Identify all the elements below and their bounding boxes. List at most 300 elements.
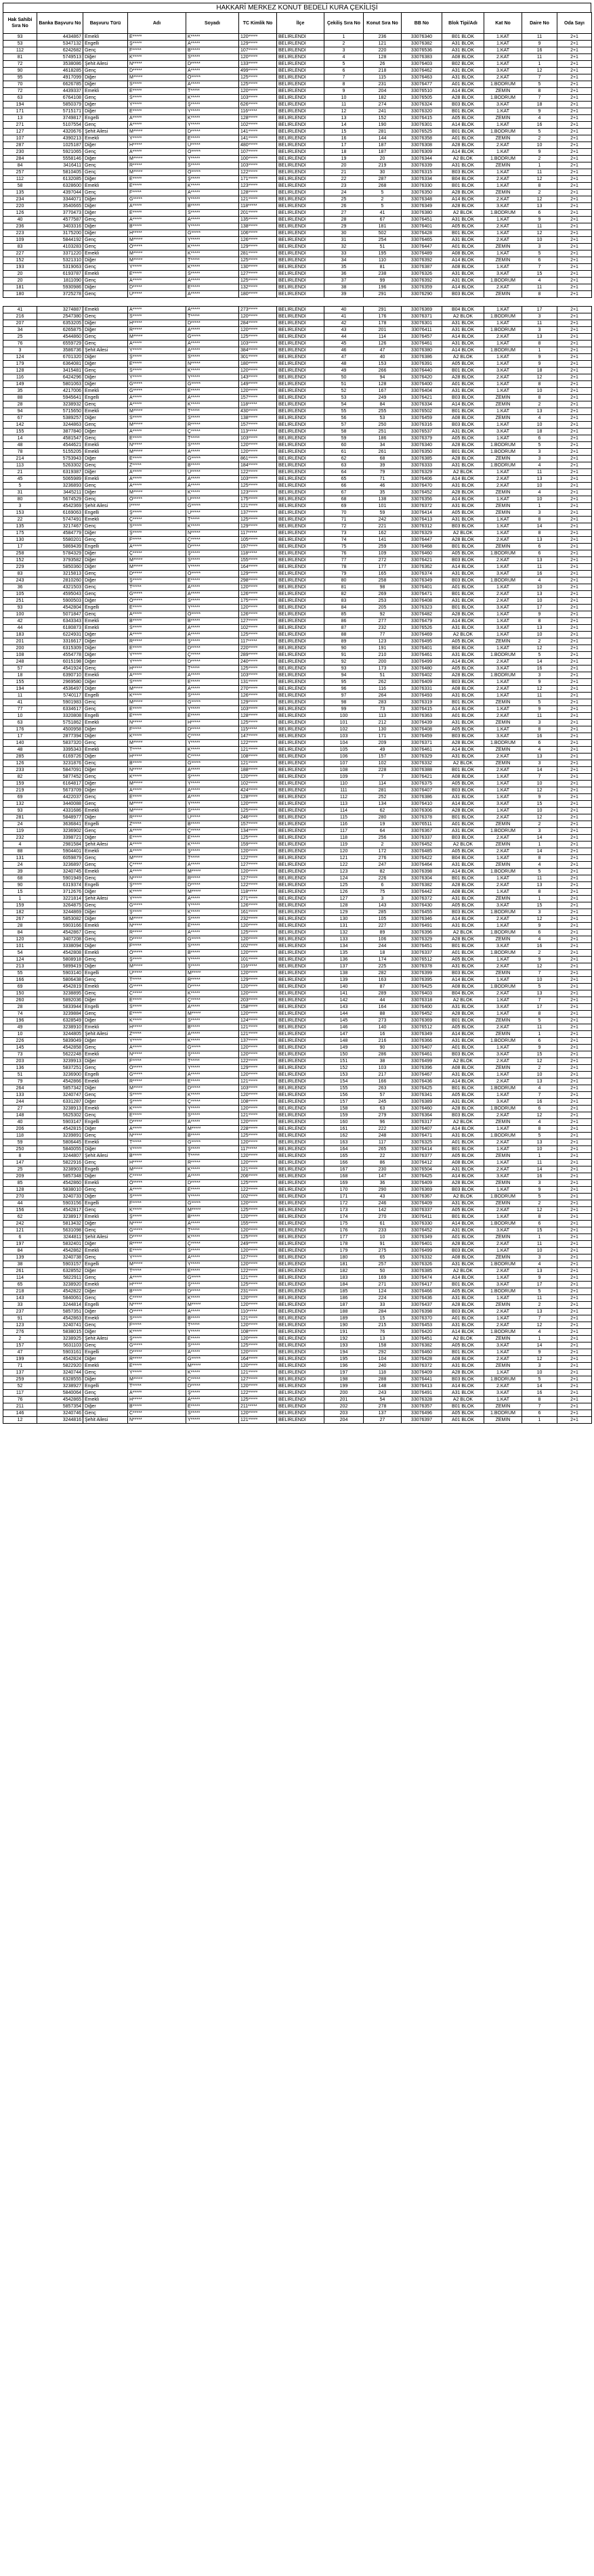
table-cell: BELİRLENDİ <box>277 102 324 108</box>
table-cell: 39 <box>3 869 37 875</box>
table-row <box>3 61 592 68</box>
table-cell: 245 <box>364 1099 402 1106</box>
table-row <box>3 557 592 564</box>
table-cell: A01 BLOK <box>442 1234 484 1241</box>
table-cell: B***** <box>186 1214 239 1221</box>
table-cell: 33076467 <box>402 1072 442 1078</box>
table-row <box>3 835 592 842</box>
table-cell: Genç <box>83 1342 128 1349</box>
table-cell: 157 <box>364 754 402 760</box>
table-cell: K***** <box>186 1166 239 1173</box>
table-cell: 5806445 <box>37 1139 83 1146</box>
table-cell: 5715171 <box>37 108 83 115</box>
table-cell: A14 BLOK <box>442 618 484 625</box>
table-cell: BELİRLENDİ <box>277 787 324 794</box>
table-cell: A31 BLOK <box>442 503 484 510</box>
table-cell: 33076510 <box>402 88 442 95</box>
table-cell: A31 BLOK <box>442 1390 484 1397</box>
table-cell: 120***** <box>239 990 277 997</box>
table-cell: 9 <box>522 361 557 368</box>
table-row <box>3 1065 592 1072</box>
table-cell: BELİRLENDİ <box>277 889 324 896</box>
table-cell: S***** <box>128 679 186 686</box>
table-cell: BELİRLENDİ <box>277 990 324 997</box>
table-cell: 33076471 <box>402 1133 442 1139</box>
table-cell: 4 <box>522 577 557 584</box>
table-cell: 104 <box>324 740 364 747</box>
table-cell: M***** <box>128 740 186 747</box>
table-row <box>3 88 592 95</box>
table-cell: 33076399 <box>402 970 442 977</box>
table-cell: E***** <box>128 1112 186 1119</box>
table-cell: 33076407 <box>402 1126 442 1133</box>
table-cell: 33076395 <box>402 977 442 984</box>
table-cell: Genç <box>83 278 128 284</box>
table-cell: 120***** <box>239 1160 277 1166</box>
table-row <box>3 909 592 916</box>
table-row <box>3 1024 592 1031</box>
table-cell: 292 <box>364 1349 402 1356</box>
table-cell: Y***** <box>186 196 239 203</box>
table-row <box>3 368 592 374</box>
table-cell: ZEMİN <box>484 415 522 422</box>
table-cell: 3175200 <box>37 230 83 237</box>
table-cell: BELİRLENDİ <box>277 162 324 169</box>
table-cell: 126***** <box>239 591 277 598</box>
table-cell: 54 <box>324 401 364 408</box>
table-row <box>3 284 592 291</box>
table-cell: 238 <box>364 271 402 278</box>
table-cell: 248 <box>364 1133 402 1139</box>
table-cell: 159 <box>3 781 37 787</box>
table-cell: 11 <box>522 169 557 176</box>
table-cell: 99 <box>364 278 402 284</box>
table-row <box>3 347 592 354</box>
table-cell: Diğer <box>83 659 128 665</box>
table-cell: 6 <box>522 740 557 747</box>
table-cell: 252 <box>364 794 402 801</box>
table-cell: ZEMİN <box>484 88 522 95</box>
table-cell: 2 <box>522 638 557 645</box>
table-cell: 163 <box>324 1139 364 1146</box>
table-cell: 2 <box>324 41 364 47</box>
table-cell: M***** <box>128 334 186 341</box>
table-cell: A14 BLOK <box>442 334 484 341</box>
table-cell: 259 <box>3 1376 37 1383</box>
table-cell: Emekli <box>83 88 128 95</box>
table-cell: Diğer <box>83 81 128 88</box>
table-cell: 120***** <box>239 1092 277 1099</box>
table-cell: Genç <box>83 1207 128 1214</box>
table-cell: 9 <box>522 149 557 156</box>
table-cell: Diğer <box>83 456 128 462</box>
table-cell: 12 <box>522 68 557 74</box>
table-cell: 5 <box>364 190 402 196</box>
table-cell: 33076425 <box>402 1173 442 1180</box>
table-cell: 61 <box>364 1221 402 1227</box>
table-cell: 2+1 <box>557 909 592 916</box>
table-cell: 1.KAT <box>484 1187 522 1194</box>
table-cell: Y***** <box>186 1065 239 1072</box>
table-cell: M***** <box>186 970 239 977</box>
table-cell: BELİRLENDİ <box>277 1180 324 1187</box>
table-cell: 33076349 <box>402 1234 442 1241</box>
table-cell: BELİRLENDİ <box>277 169 324 176</box>
table-cell: 92 <box>364 611 402 618</box>
table-cell: T***** <box>186 313 239 320</box>
table-cell: 244 <box>364 943 402 950</box>
table-cell: 57 <box>364 1092 402 1099</box>
table-cell: 63 <box>3 95 37 102</box>
table-cell: 4 <box>522 1329 557 1336</box>
table-cell: ZEMİN <box>484 510 522 517</box>
table-cell: 131***** <box>239 679 277 686</box>
table-cell: 2+1 <box>557 943 592 950</box>
table-cell: 171***** <box>239 176 277 183</box>
table-cell: 175***** <box>239 496 277 503</box>
table-cell: 250 <box>3 1146 37 1153</box>
table-row <box>3 122 592 129</box>
table-row <box>3 869 592 875</box>
table-cell: S***** <box>128 1092 186 1099</box>
table-cell: 2+1 <box>557 1288 592 1295</box>
table-cell: 6559729 <box>37 341 83 347</box>
table-cell: 2+1 <box>557 957 592 963</box>
table-cell: 160 <box>324 1119 364 1126</box>
table-cell: BELİRLENDİ <box>277 1221 324 1227</box>
table-cell: 2+1 <box>557 442 592 449</box>
table-cell: 120***** <box>239 1363 277 1370</box>
table-cell: Genç <box>83 334 128 341</box>
table-cell: 141***** <box>239 129 277 135</box>
table-cell: 5347132 <box>37 41 83 47</box>
table-cell: Genç <box>83 190 128 196</box>
table-cell: Ö***** <box>128 244 186 250</box>
table-cell: 175***** <box>239 598 277 605</box>
table-cell: 2+1 <box>557 122 592 129</box>
table-cell: 5840061 <box>37 1295 83 1302</box>
table-cell: 2.KAT <box>484 882 522 889</box>
table-cell: 33076409 <box>402 1180 442 1187</box>
table-cell: 120***** <box>239 1302 277 1309</box>
table-cell: S***** <box>186 598 239 605</box>
table-cell: 120***** <box>239 1072 277 1078</box>
table-cell: 3 <box>522 449 557 456</box>
table-cell: 13 <box>522 476 557 483</box>
table-cell: M***** <box>128 422 186 429</box>
table-cell: 1.KAT <box>484 1160 522 1166</box>
table-cell: Emekli <box>83 449 128 456</box>
table-cell: 3240746 <box>37 1410 83 1417</box>
table-cell: 5801063 <box>37 381 83 388</box>
table-cell: 125***** <box>239 930 277 936</box>
table-cell: 3344071 <box>37 196 83 203</box>
table-cell: 77 <box>3 706 37 713</box>
table-cell: BELİRLENDİ <box>277 801 324 808</box>
table-cell: 33076469 <box>402 632 442 638</box>
table-row <box>3 257 592 264</box>
table-cell: 1.KAT <box>484 108 522 115</box>
table-cell: 2+1 <box>557 517 592 523</box>
table-cell: B01 BLOK <box>442 699 484 706</box>
table-cell: 5822920 <box>37 1363 83 1370</box>
table-cell: 152 <box>3 557 37 564</box>
table-cell: 185 <box>324 1288 364 1295</box>
table-cell: 71 <box>364 476 402 483</box>
table-cell: 121***** <box>239 1024 277 1031</box>
table-cell: 105***** <box>239 537 277 544</box>
table-cell: 153 <box>3 510 37 517</box>
table-cell: 115 <box>364 74 402 81</box>
table-cell: G***** <box>128 1227 186 1234</box>
table-cell: 209 <box>364 740 402 747</box>
table-cell: 33076502 <box>402 408 442 415</box>
table-cell: 120***** <box>239 442 277 449</box>
table-cell: 271 <box>364 1282 402 1288</box>
table-cell: 33076330 <box>402 183 442 190</box>
table-cell: 105 <box>364 916 402 923</box>
table-cell: B01 BLOK <box>442 230 484 237</box>
table-cell: ZEMİN <box>484 862 522 869</box>
table-cell: 2+1 <box>557 842 592 848</box>
table-cell: 38 <box>3 1261 37 1268</box>
table-cell: A***** <box>186 1349 239 1356</box>
table-row <box>3 882 592 889</box>
table-cell: 268 <box>364 183 402 190</box>
table-cell: 2 <box>522 1065 557 1072</box>
table-cell: BELİRLENDİ <box>277 1329 324 1336</box>
table-cell: 69 <box>324 503 364 510</box>
table-cell: 157***** <box>239 821 277 828</box>
table-cell: 2+1 <box>557 462 592 469</box>
table-cell: 17 <box>522 307 557 313</box>
table-cell: 104 <box>364 1356 402 1363</box>
table-cell: Ş***** <box>186 176 239 183</box>
table-cell: 1.BODRUM <box>484 869 522 875</box>
table-cell: S***** <box>128 313 186 320</box>
table-cell: 16 <box>522 733 557 740</box>
table-cell: Emekli <box>83 517 128 523</box>
table-cell: 7 <box>522 1403 557 1410</box>
table-cell: A***** <box>186 476 239 483</box>
table-cell: 249***** <box>239 1241 277 1248</box>
table-cell: A05 BLOK <box>442 1153 484 1160</box>
table-cell: 147 <box>3 1160 37 1166</box>
table-cell: 4618285 <box>37 68 83 74</box>
table-cell: 84 <box>3 162 37 169</box>
table-cell: BELİRLENDİ <box>277 652 324 659</box>
table-cell: A***** <box>186 862 239 869</box>
table-cell: 12 <box>522 963 557 970</box>
table-cell: M***** <box>128 1166 186 1173</box>
table-cell: A***** <box>128 122 186 129</box>
table-cell: BELİRLENDİ <box>277 115 324 122</box>
table-cell: 33076386 <box>402 794 442 801</box>
table-cell: 3.KAT <box>484 1051 522 1058</box>
table-cell: G***** <box>128 591 186 598</box>
table-row <box>3 1370 592 1376</box>
table-cell: 16 <box>522 665 557 672</box>
table-cell: 33076447 <box>402 537 442 544</box>
table-cell: A05 BLOK <box>442 435 484 442</box>
table-cell: BELİRLENDİ <box>277 611 324 618</box>
table-cell: BELİRLENDİ <box>277 95 324 102</box>
table-row <box>3 848 592 855</box>
table-cell: S***** <box>186 808 239 814</box>
table-cell: 283 <box>364 699 402 706</box>
table-cell: 120 <box>3 936 37 943</box>
table-cell: 73 <box>364 706 402 713</box>
table-row <box>3 1126 592 1133</box>
table-cell: 3 <box>324 47 364 54</box>
table-cell: 2+1 <box>557 733 592 740</box>
table-cell: 1.BODRUM <box>484 652 522 659</box>
table-cell: A05 BLOK <box>442 1024 484 1031</box>
table-cell: 33076332 <box>402 760 442 767</box>
table-cell: 13 <box>522 625 557 632</box>
table-cell: Y***** <box>186 605 239 611</box>
table-cell: D***** <box>186 1180 239 1187</box>
table-cell: 88 <box>324 632 364 638</box>
table-cell: 33076367 <box>402 1194 442 1200</box>
table-cell: 125***** <box>239 835 277 842</box>
table-cell: 33076341 <box>402 1092 442 1099</box>
table-cell: A31 BLOK <box>442 1133 484 1139</box>
table-cell: 33076499 <box>402 659 442 665</box>
table-cell: 2+1 <box>557 435 592 442</box>
table-cell: 148 <box>3 1112 37 1119</box>
table-cell: 137***** <box>239 510 277 517</box>
table-cell: K***** <box>186 115 239 122</box>
table-cell: 226 <box>364 875 402 882</box>
table-cell: 103 <box>324 733 364 740</box>
table-cell: E***** <box>128 997 186 1004</box>
table-cell: 112 <box>324 794 364 801</box>
table-cell: BELİRLENDİ <box>277 334 324 341</box>
table-cell: Z***** <box>128 1031 186 1038</box>
table-cell: 249 <box>364 395 402 401</box>
table-cell: 157 <box>324 1099 364 1106</box>
table-cell: 2+1 <box>557 395 592 401</box>
table-cell: 2.KAT <box>484 374 522 381</box>
table-cell: 33076477 <box>402 81 442 88</box>
table-cell: 2.KAT <box>484 1322 522 1329</box>
table-cell: 194 <box>324 1349 364 1356</box>
table-cell: 2+1 <box>557 1166 592 1173</box>
table-cell: ZEMİN <box>484 1234 522 1241</box>
table-cell: 33076447 <box>402 244 442 250</box>
table-cell: 6 <box>522 550 557 557</box>
table-cell: 33076511 <box>402 821 442 828</box>
table-cell: Ö***** <box>186 169 239 176</box>
table-cell: 1.KAT <box>484 435 522 442</box>
table-cell: A08 BLOK <box>442 1254 484 1261</box>
table-cell: R***** <box>128 814 186 821</box>
table-row <box>3 449 592 456</box>
table-cell: 175 <box>3 530 37 537</box>
table-cell: 186 <box>364 435 402 442</box>
table-cell: 81 <box>324 584 364 591</box>
table-cell: 2+1 <box>557 706 592 713</box>
table-cell: 51 <box>364 244 402 250</box>
table-cell: 2877394 <box>37 733 83 740</box>
table-cell: BELİRLENDİ <box>277 81 324 88</box>
table-cell: 5903147 <box>37 1119 83 1126</box>
table-cell: BELİRLENDİ <box>277 1309 324 1315</box>
table-cell: 147 <box>324 1031 364 1038</box>
table-cell: 3586736 <box>37 347 83 354</box>
table-cell: 2+1 <box>557 1417 592 1424</box>
table-cell: 2 <box>364 196 402 203</box>
table-cell: 2.KAT <box>484 963 522 970</box>
table-cell: 2+1 <box>557 869 592 875</box>
table-cell: 19 <box>364 821 402 828</box>
table-cell: Emekli <box>83 618 128 625</box>
table-cell: 3238917 <box>37 1214 83 1221</box>
table-cell: A31 BLOK <box>442 429 484 435</box>
table-cell: D***** <box>128 1119 186 1126</box>
table-cell: A***** <box>186 483 239 489</box>
table-cell: BELİRLENDİ <box>277 699 324 706</box>
table-cell: 2+1 <box>557 250 592 257</box>
table-cell: A14 BLOK <box>442 122 484 129</box>
table-cell: Emekli <box>83 183 128 190</box>
table-cell: Ö***** <box>186 74 239 81</box>
table-cell: ZEMİN <box>484 135 522 142</box>
table-cell: 280 <box>364 814 402 821</box>
table-cell: 2+1 <box>557 1058 592 1065</box>
table-cell: Ç***** <box>186 1241 239 1248</box>
table-cell: 1.BODRUM <box>484 449 522 456</box>
table-cell: 2+1 <box>557 1207 592 1214</box>
table-cell: 3236897 <box>37 862 83 869</box>
table-cell: Genç <box>83 1322 128 1329</box>
table-cell: 70 <box>324 510 364 517</box>
table-cell: ZEMİN <box>484 1153 522 1160</box>
table-cell: 128 <box>3 1187 37 1194</box>
table-cell: 11 <box>522 693 557 699</box>
table-cell: 1.BODRUM <box>484 210 522 217</box>
table-cell: Ş***** <box>186 1051 239 1058</box>
table-cell: BELİRLENDİ <box>277 1072 324 1078</box>
table-cell: BELİRLENDİ <box>277 47 324 54</box>
table-cell: 5808918 <box>37 957 83 963</box>
table-cell: 88 <box>364 1011 402 1018</box>
table-cell: 1.KAT <box>484 781 522 787</box>
table-cell: Genç <box>83 977 128 984</box>
table-cell: BELİRLENDİ <box>277 307 324 313</box>
table-cell: E***** <box>186 1268 239 1275</box>
table-cell: 4103283 <box>37 244 83 250</box>
table-cell: A2 BLOK <box>442 156 484 162</box>
table-cell: 2+1 <box>557 1376 592 1383</box>
table-cell: F***** <box>128 190 186 196</box>
table-cell: 2+1 <box>557 388 592 395</box>
table-cell: 2+1 <box>557 1018 592 1024</box>
table-cell: 6193787 <box>37 271 83 278</box>
table-cell: 2+1 <box>557 354 592 361</box>
table-cell: 232***** <box>239 916 277 923</box>
table-cell: 1.KAT <box>484 787 522 794</box>
table-cell: 33076421 <box>402 774 442 781</box>
table-row <box>3 523 592 530</box>
table-cell: 2.KAT <box>484 176 522 183</box>
table-cell: E***** <box>186 835 239 842</box>
table-cell: T***** <box>186 517 239 523</box>
table-cell: A***** <box>186 686 239 693</box>
table-cell: A28 BLOK <box>442 95 484 102</box>
table-cell: 1.KAT <box>484 584 522 591</box>
